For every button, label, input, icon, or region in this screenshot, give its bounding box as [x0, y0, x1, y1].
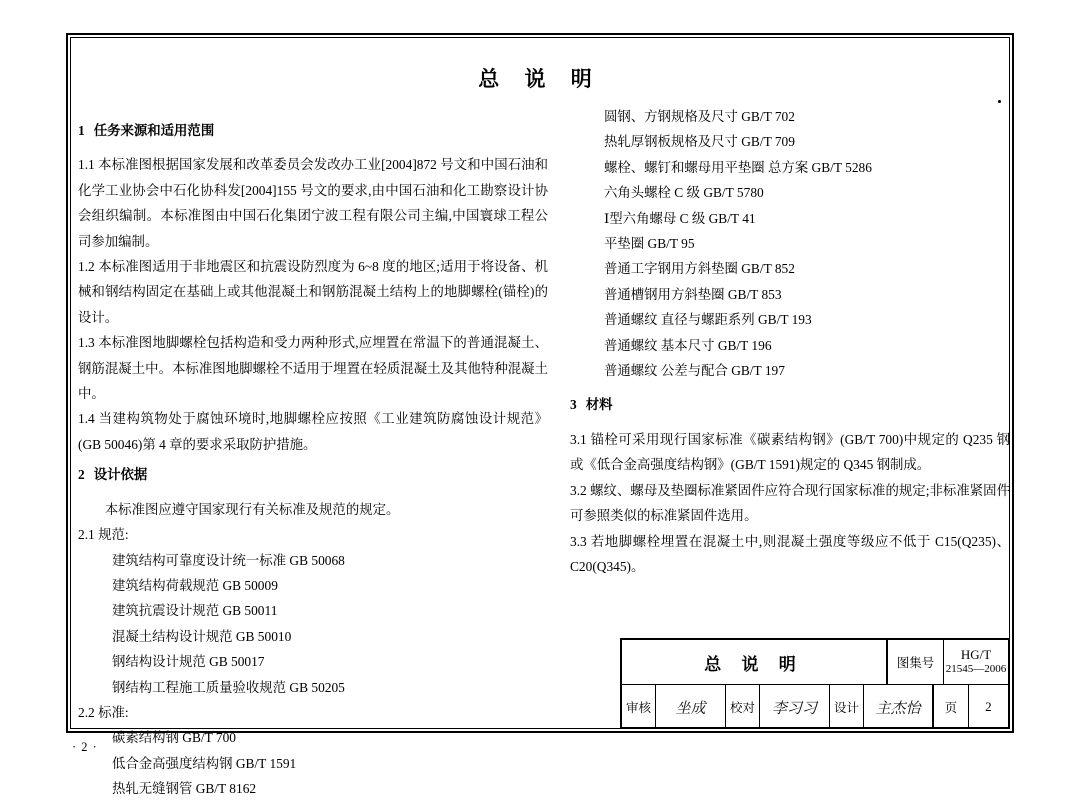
right-text-column: [570, 104, 1010, 579]
list-item: 普通螺纹 基本尺寸 GB/T 196: [604, 337, 772, 353]
list-item: 普通槽钢用方斜垫圈 GB/T 853: [604, 286, 782, 302]
section-1-number: 1: [78, 123, 85, 138]
list-item: 钢结构工程施工质量验收规范 GB 50205: [112, 679, 345, 695]
list-item: Ⅰ型六角螺母 C 级 GB/T 41: [604, 210, 756, 226]
review-signature: 坐成: [656, 685, 726, 729]
section-3-title: 材料: [585, 397, 613, 413]
list-item: 钢结构设计规范 GB 50017: [112, 654, 265, 670]
list-item: 普通螺纹 直径与螺距系列 GB/T 193: [604, 312, 812, 328]
review-label: 审核: [622, 685, 656, 729]
subsection-2-1-heading: 2.1 规范:: [78, 527, 129, 543]
check-signature: 李习习: [760, 685, 830, 729]
section-1-title: 任务来源和适用范围: [93, 123, 215, 138]
section-2-heading: [78, 462, 548, 487]
paragraph-3-1: 3.1 锚栓可采用现行国家标准《碳素结构钢》(GB/T 700)中规定的 Q235 钢或《低合金高强度结构钢》(GB/T 1591)规定的 Q345 钢制成。: [570, 431, 1010, 473]
section-2-intro: 本标准图应遵守国家现行有关标准及规范的规定。: [104, 501, 400, 517]
list-item: 建筑结构荷载规范 GB 50009: [112, 577, 278, 593]
title-block: [620, 638, 1010, 729]
subsection-2-2-heading: 2.2 标准:: [78, 704, 129, 720]
check-field: [726, 685, 830, 729]
title-block-code-label: 图集号: [888, 640, 944, 684]
list-item: 热轧无缝钢管 GB/T 8162: [112, 781, 257, 797]
page-title: 总 说 明: [478, 67, 602, 91]
paragraph-1-2: 1.2 本标准图适用于非地震区和抗震设防烈度为 6~8 度的地区;适用于将设备、机械和钢结构固定在基础上或其他混凝土和钢筋混凝土结构上的地脚螺栓(锚栓)的设计。: [78, 259, 548, 325]
review-field: [622, 685, 726, 729]
section-1-heading: [78, 118, 548, 143]
paragraph-1-3: 1.3 本标准图地脚螺栓包括构造和受力两种形式,应埋置在常温下的普通混凝土、钢筋混凝土中。本标准图地脚螺栓不适用于埋置在轻质混凝土及其他特种混凝土中。: [78, 335, 548, 402]
list-item: 螺栓、螺钉和螺母用平垫圈 总方案 GB/T 5286: [604, 159, 872, 175]
design-label: 设计: [830, 685, 864, 729]
list-item: 低合金高强度结构钢 GB/T 1591: [112, 755, 297, 771]
section-2-title: 设计依据: [93, 467, 148, 483]
list-item: 混凝土结构设计规范 GB 50010: [112, 628, 292, 644]
list-item: 建筑抗震设计规范 GB 50011: [112, 603, 278, 619]
list-item: 平垫圈 GB/T 95: [604, 236, 695, 252]
code-line-2: 21545—2006: [945, 663, 1007, 675]
title-block-code-value: [944, 640, 1008, 684]
section-2-number: 2: [78, 467, 85, 483]
title-block-top-row: [622, 640, 1008, 685]
paragraph-1-1: 1.1 本标准图根据国家发展和改革委员会发改办工业[2004]872 号文和中国石油和化学工业协会中石化协科发[2004]155 号文的要求,由中国石油和化工勘察设计协会组织编制。本标准图由中国石化集团宁波工程有限公司主编,中国寰球工程公司参加编制。: [78, 157, 548, 249]
code-line-1: HG/T: [960, 647, 992, 662]
title-block-bottom-row: [622, 685, 1008, 729]
paragraph-3-3: 3.3 若地脚螺栓埋置在混凝土中,则混凝土强度等级应不低于 C15(Q235)、C20(Q345)。: [570, 533, 1010, 574]
paragraph-3-2: 3.2 螺纹、螺母及垫圈标准紧固件应符合现行国家标准的规定;非标准紧固件可参照类似的标准紧固件选用。: [570, 482, 1010, 524]
list-item: 六角头螺栓 C 级 GB/T 5780: [604, 185, 764, 201]
left-text-column: [78, 118, 548, 802]
page-value: 2: [985, 699, 992, 714]
list-item: 普通螺纹 公差与配合 GB/T 197: [604, 363, 785, 379]
registration-dot: [998, 100, 1001, 103]
paragraph-1-4: 1.4 当建构筑物处于腐蚀环境时,地脚螺栓应按照《工业建筑防腐蚀设计规范》(GB 50046)第 4 章的要求采取防护措施。: [78, 411, 548, 452]
design-field: [830, 685, 934, 729]
check-label: 校对: [726, 685, 760, 729]
list-item: 普通工字钢用方斜垫圈 GB/T 852: [604, 261, 795, 277]
footer-page-number: · 2 ·: [72, 740, 98, 754]
list-item: 碳素结构钢 GB/T 700: [112, 730, 236, 746]
section-3-number: 3: [570, 397, 577, 413]
list-item: 圆钢、方钢规格及尺寸 GB/T 702: [604, 109, 795, 124]
section-3-heading: [570, 392, 1010, 417]
design-signature: 主杰怡: [864, 685, 934, 729]
page-label: 页: [934, 685, 969, 729]
title-block-drawing-title: 总 说 明: [622, 640, 888, 684]
list-item: 建筑结构可靠度设计统一标准 GB 50068: [112, 552, 345, 568]
list-item: 热轧厚钢板规格及尺寸 GB/T 709: [604, 134, 795, 150]
